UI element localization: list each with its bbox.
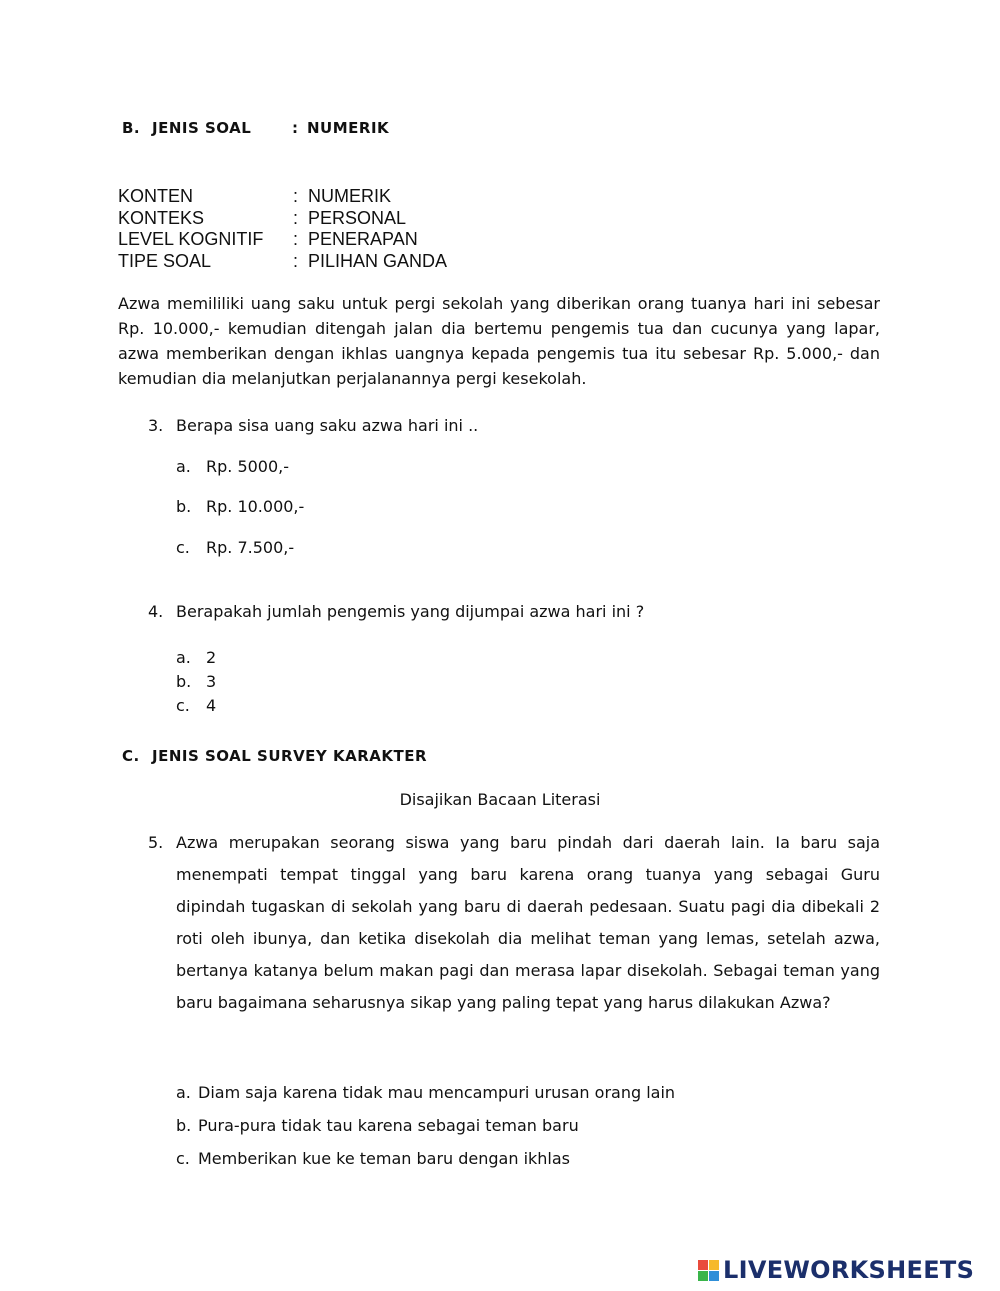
option-letter: b. xyxy=(176,672,192,691)
meta-row-tipe-soal xyxy=(118,251,618,273)
option-letter: c. xyxy=(176,696,190,715)
meta-row-level-kognitif xyxy=(118,229,618,251)
meta-value: PERSONAL xyxy=(308,208,407,228)
option-letter: c. xyxy=(176,538,190,557)
section-b-value: NUMERIK xyxy=(307,119,390,137)
liveworksheets-logo-icon xyxy=(698,1260,720,1282)
option-text: Rp. 10.000,- xyxy=(206,497,305,516)
meta-row-konteks xyxy=(118,208,618,230)
option-text: Diam saja karena tidak mau mencampuri urusan orang lain xyxy=(198,1083,676,1102)
question-number: 5. xyxy=(148,833,164,852)
meta-key: KONTEKS xyxy=(118,208,205,228)
option-text: Rp. 7.500,- xyxy=(206,538,295,557)
meta-colon: : xyxy=(293,229,299,249)
q3-option-c[interactable] xyxy=(176,538,576,560)
meta-value: PILIHAN GANDA xyxy=(308,251,448,271)
option-text: Pura-pura tidak tau karena sebagai teman baru xyxy=(198,1116,579,1135)
q5-option-c[interactable] xyxy=(176,1149,826,1171)
meta-key: LEVEL KOGNITIF xyxy=(118,229,264,249)
meta-row-konten xyxy=(118,186,618,208)
liveworksheets-brand[interactable] xyxy=(698,1256,974,1284)
meta-colon: : xyxy=(293,208,299,228)
option-letter: a. xyxy=(176,648,191,667)
question-5-number-wrap xyxy=(148,833,178,855)
option-text: Rp. 5000,- xyxy=(206,457,290,476)
option-letter: c. xyxy=(176,1149,190,1168)
section-b-letter: B. xyxy=(122,119,141,137)
section-b-title: JENIS SOAL xyxy=(152,119,252,137)
section-c-title: JENIS SOAL SURVEY KARAKTER xyxy=(152,747,428,765)
section-b-heading xyxy=(122,119,251,137)
q4-option-c[interactable] xyxy=(176,696,576,718)
question-3 xyxy=(148,416,848,438)
option-text: 3 xyxy=(206,672,217,691)
brand-text: LIVEWORKSHEETS xyxy=(723,1256,975,1284)
meta-colon: : xyxy=(293,251,299,271)
question-number: 4. xyxy=(148,602,164,621)
option-letter: a. xyxy=(176,457,191,476)
q5-option-b[interactable] xyxy=(176,1116,826,1138)
q3-option-b[interactable] xyxy=(176,497,576,519)
q4-option-b[interactable] xyxy=(176,672,576,694)
question-4 xyxy=(148,602,848,624)
question-text: Berapa sisa uang saku azwa hari ini .. xyxy=(176,416,479,435)
q4-option-a[interactable] xyxy=(176,648,576,670)
option-text: 4 xyxy=(206,696,217,715)
option-letter: a. xyxy=(176,1083,191,1102)
option-text: 2 xyxy=(206,648,217,667)
reading-title: Disajikan Bacaan Literasi xyxy=(399,790,601,809)
question-number: 3. xyxy=(148,416,164,435)
story-paragraph: Azwa memililiki uang saku untuk pergi sekolah yang diberikan orang tuanya hari ini sebesar Rp. 10.000,- kemudian ditengah jalan dia bertemu pengemis tua dan cucunya yang lapar, azwa memberikan dengan ikhlas uangnya kepada pengemis tua itu sebesar Rp. 5.000,- dan kemudian dia melanjutkan perjalanannya pergi kesekolah. xyxy=(118,294,880,388)
meta-key: TIPE SOAL xyxy=(118,251,212,271)
meta-value: NUMERIK xyxy=(308,186,392,206)
question-5-text: Azwa merupakan seorang siswa yang baru pindah dari daerah lain. Ia baru saja menempati tempat tinggal yang baru karena orang tuanya yang sebagai Guru dipindah tugaskan di sekolah yang baru di daerah pedesaan. Suatu pagi dia dibekali 2 roti oleh ibunya, dan ketika disekolah dia melihat teman yang lemas, setelah azwa, bertanya katanya belum makan pagi dan merasa lapar disekolah. Sebagai teman yang baru bagaimana seharusnya sikap yang paling tepat yang harus dilakukan Azwa? xyxy=(176,833,880,1012)
meta-value: PENERAPAN xyxy=(308,229,418,249)
question-text: Berapakah jumlah pengemis yang dijumpai azwa hari ini ? xyxy=(176,602,645,621)
option-letter: b. xyxy=(176,497,192,516)
option-text: Memberikan kue ke teman baru dengan ikhlas xyxy=(198,1149,571,1168)
q3-option-a[interactable] xyxy=(176,457,576,479)
meta-colon: : xyxy=(293,186,299,206)
q5-option-a[interactable] xyxy=(176,1083,826,1105)
section-c-heading xyxy=(122,747,427,765)
section-b-colon: : xyxy=(292,119,299,137)
option-letter: b. xyxy=(176,1116,192,1135)
section-c-letter: C. xyxy=(122,747,140,765)
meta-key: KONTEN xyxy=(118,186,194,206)
